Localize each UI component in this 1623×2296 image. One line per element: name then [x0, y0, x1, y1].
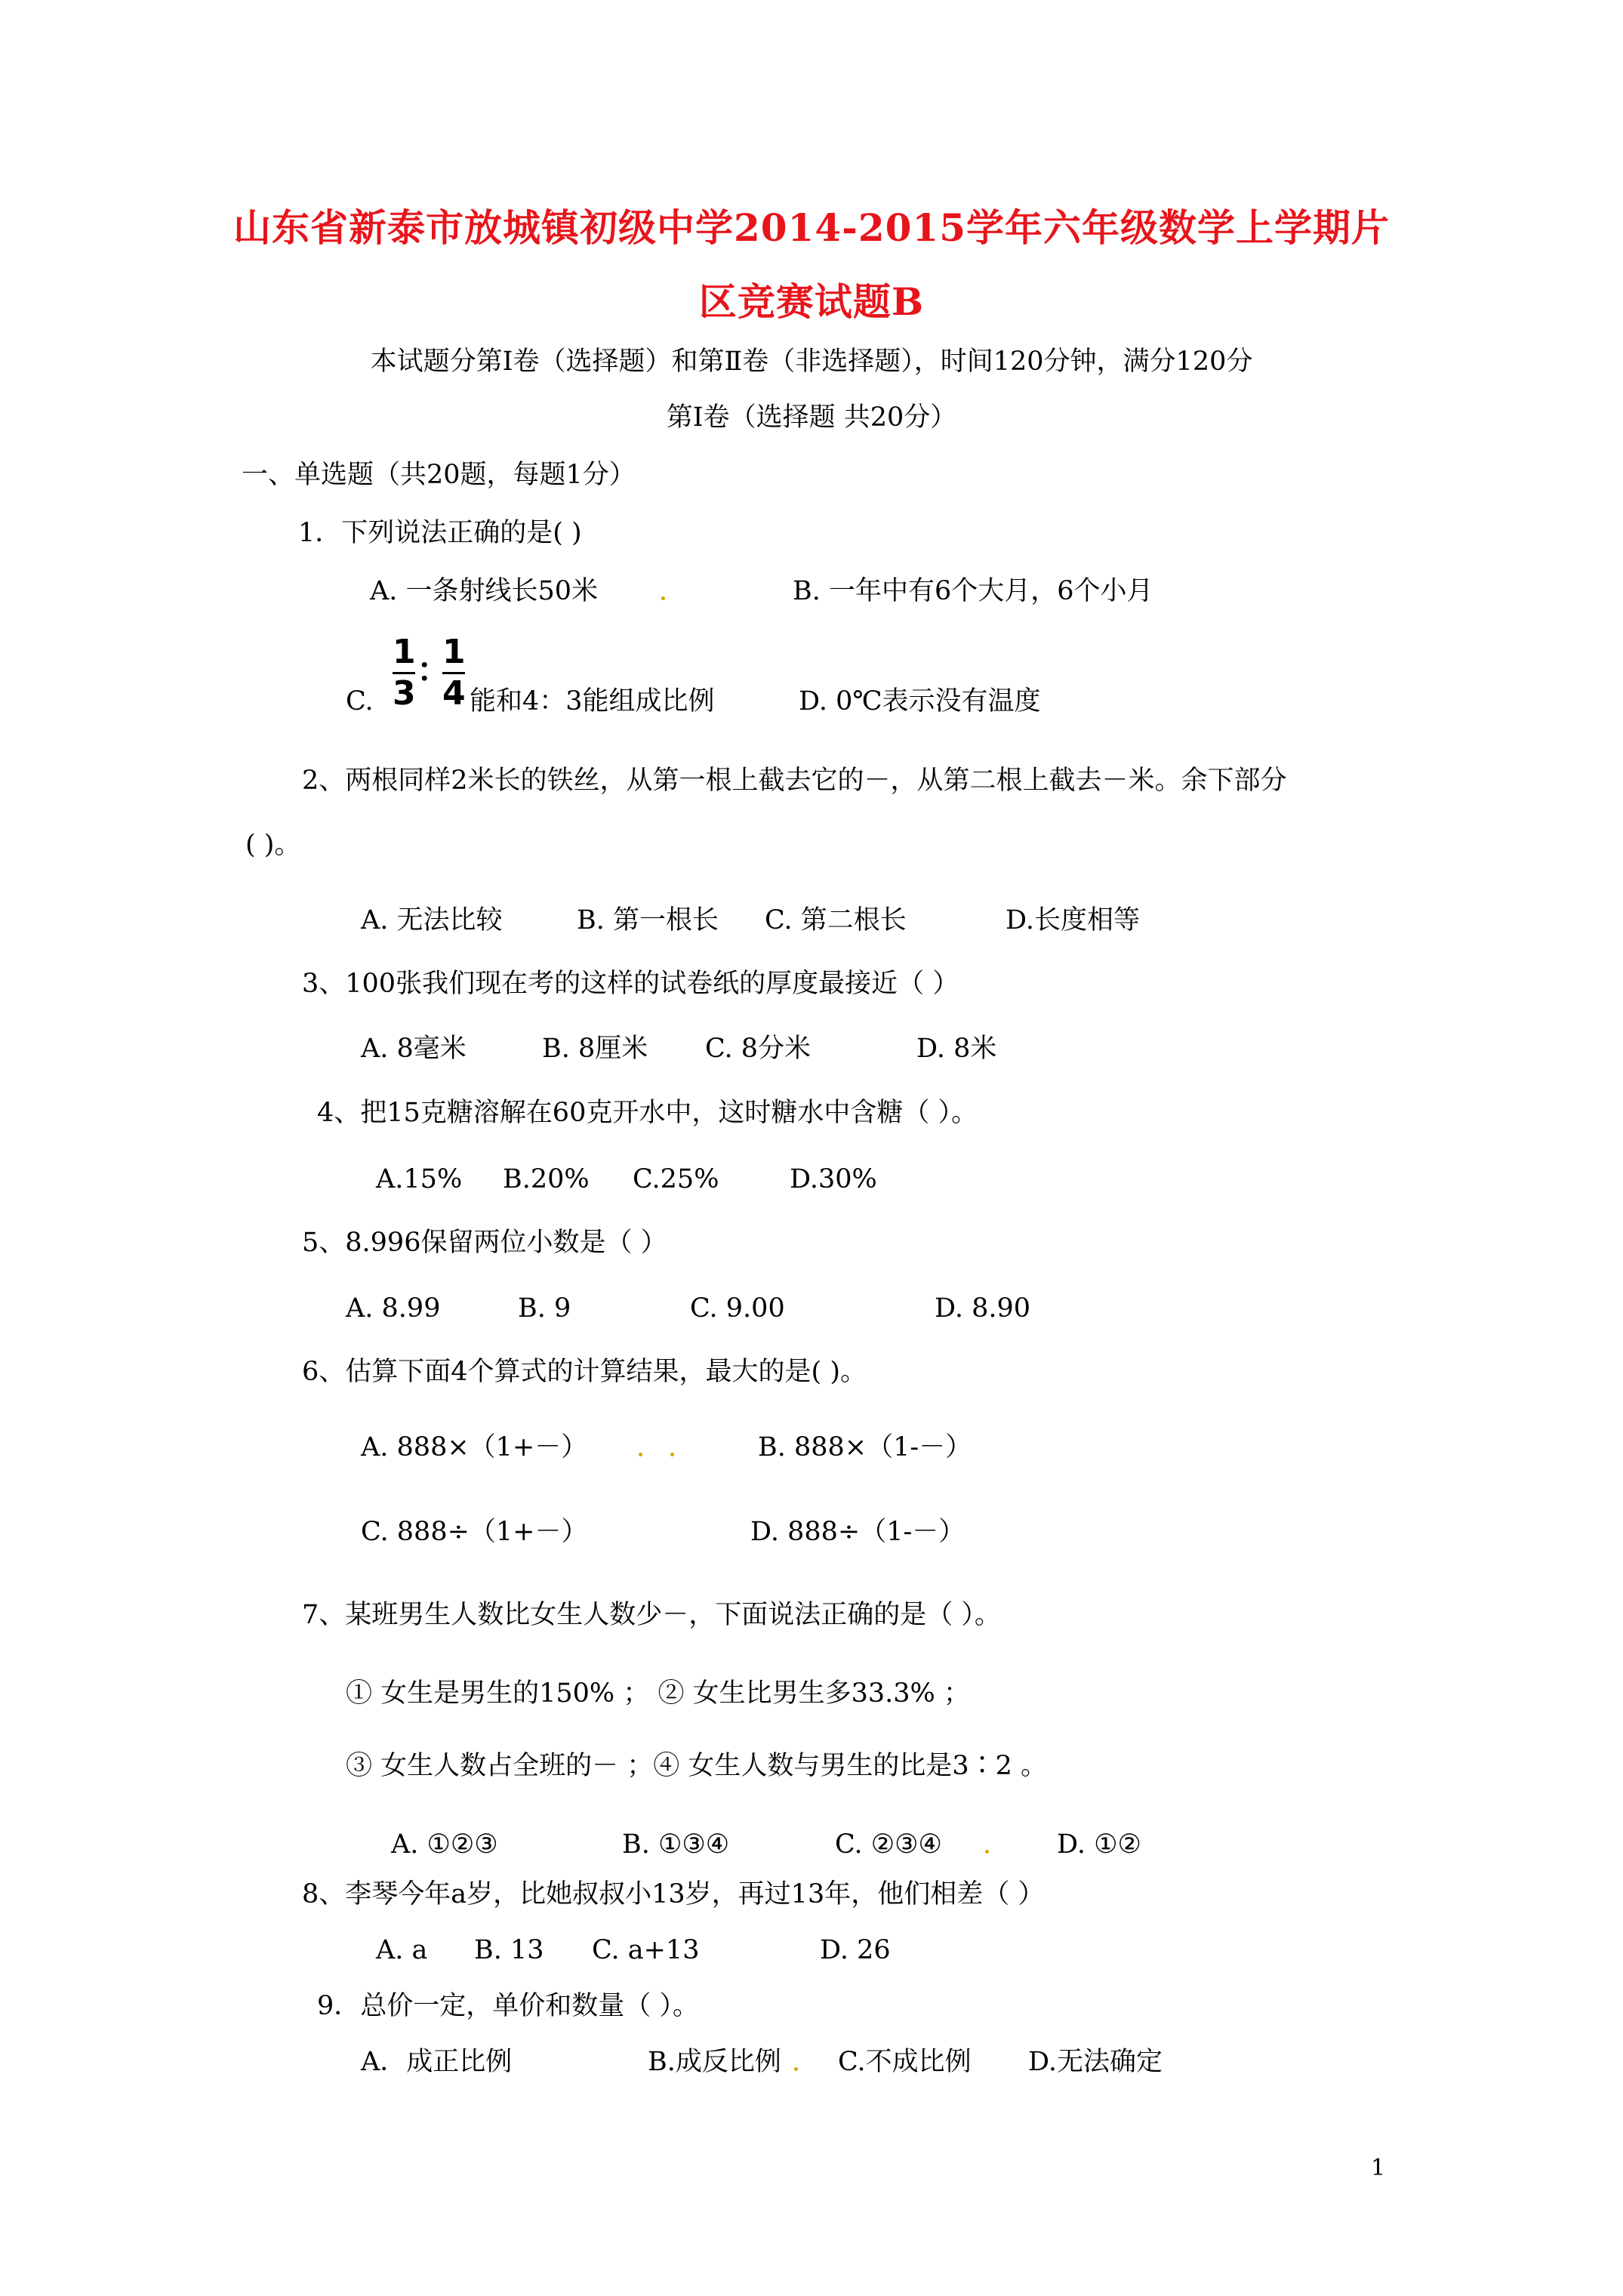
question-4-option-d: D.30% — [790, 1164, 877, 1194]
question-9-option-b: B.成反比例 — [648, 2047, 781, 2077]
question-7-option-c: C. ②③④ — [835, 1829, 942, 1860]
question-2-stem-continued: ( )。 — [245, 830, 301, 860]
question-3-option-b: B. 8厘米 — [542, 1034, 648, 1064]
question-6-option-b: B. 888×（1-－） — [758, 1432, 972, 1462]
fraction-one-quarter — [442, 633, 466, 713]
question-4-option-c: C.25% — [633, 1164, 719, 1194]
question-8-stem: 8、李琴今年a岁，比她叔叔小13岁，再过13年，他们相差（ ） — [302, 1879, 1045, 1909]
question-5-option-a: A. 8.99 — [346, 1293, 441, 1324]
question-1-option-a: A. 一条射线长50米 — [370, 576, 599, 606]
question-8-option-c: C. a+13 — [592, 1935, 700, 1965]
question-2-option-d: D.长度相等 — [1006, 905, 1140, 935]
question-1-option-d: D. 0℃表示没有温度 — [799, 686, 1041, 717]
exam-intro: 本试题分第Ⅰ卷（选择题）和第Ⅱ卷（非选择题），时间120分钟，满分120分 — [370, 347, 1253, 377]
fraction-denominator: 4 — [442, 674, 466, 713]
question-8-option-d: D. 26 — [820, 1935, 891, 1965]
question-7-statement-1-2: ① 女生是男生的150% ； ② 女生比男生多33.3% ； — [346, 1678, 970, 1709]
question-9-option-d: D.无法确定 — [1028, 2047, 1163, 2077]
question-4-option-a: A.15% — [376, 1164, 463, 1194]
stray-dot — [661, 596, 665, 600]
question-8-option-a: A. a — [376, 1935, 428, 1965]
question-1-option-b: B. 一年中有6个大月，6个小月 — [793, 576, 1153, 606]
question-3-stem: 3、100张我们现在考的这样的试卷纸的厚度最接近（ ） — [302, 969, 959, 999]
stray-dot — [985, 1850, 989, 1854]
question-1-stem: 1．下列说法正确的是( ) — [298, 518, 582, 548]
question-6-option-a: A. 888×（1+－） — [361, 1432, 588, 1462]
question-7-statement-3-4: ③ 女生人数占全班的－ ；④ 女生人数与男生的比是3∶2 。 — [346, 1751, 1048, 1781]
stray-dot — [670, 1453, 674, 1456]
question-7-option-d: D. ①② — [1057, 1829, 1141, 1860]
question-3-option-d: D. 8米 — [916, 1034, 997, 1064]
stray-dot — [639, 1453, 642, 1456]
question-8-option-b: B. 13 — [474, 1935, 544, 1965]
part1-heading: 第Ⅰ卷（选择题 共20分） — [666, 402, 957, 433]
question-9-stem: 9．总价一定，单价和数量（ ）。 — [317, 1991, 699, 2021]
question-7-option-b: B. ①③④ — [622, 1829, 730, 1860]
question-6-stem: 6、估算下面4个算式的计算结果，最大的是( )。 — [302, 1357, 867, 1387]
question-2-stem: 2、两根同样2米长的铁丝，从第一根上截去它的－，从第二根上截去－米。余下部分 — [302, 766, 1287, 796]
section-heading: 一、单选题（共20题，每题1分） — [242, 460, 636, 490]
question-4-stem: 4、把15克糖溶解在60克开水中，这时糖水中含糖（ ）。 — [317, 1098, 978, 1128]
question-5-option-d: D. 8.90 — [935, 1293, 1030, 1324]
stray-dot — [794, 2067, 798, 2071]
question-7-stem: 7、某班男生人数比女生人数少－，下面说法正确的是（ ）。 — [302, 1600, 1001, 1630]
question-3-option-a: A. 8毫米 — [361, 1034, 467, 1064]
question-9-option-a: A．成正比例 — [361, 2047, 513, 2077]
question-7-option-a: A. ①②③ — [391, 1829, 498, 1860]
question-4-option-b: B.20% — [503, 1164, 590, 1194]
question-1-option-c-label: C. — [346, 686, 374, 717]
fraction-one-third — [393, 633, 416, 713]
title-line-1: 山东省新泰市放城镇初级中学2014-2015学年六年级数学上学期片 — [233, 205, 1390, 250]
question-2-option-a: A. 无法比较 — [361, 905, 503, 935]
question-6-option-d: D. 888÷（1-－） — [750, 1517, 965, 1547]
question-5-stem: 5、8.996保留两位小数是（ ） — [302, 1228, 667, 1258]
question-3-option-c: C. 8分米 — [705, 1034, 812, 1064]
question-1-option-c-text: 能和4：3能组成比例 — [470, 686, 715, 717]
page-number: 1 — [1371, 2155, 1386, 2181]
fraction-denominator: 3 — [393, 674, 416, 713]
question-2-option-b: B. 第一根长 — [577, 905, 719, 935]
question-9-option-c: C.不成比例 — [838, 2047, 972, 2077]
ratio-colon: ： — [417, 651, 450, 689]
question-5-option-b: B. 9 — [518, 1293, 571, 1324]
fraction-numerator: 1 — [393, 633, 416, 671]
question-5-option-c: C. 9.00 — [690, 1293, 785, 1324]
question-6-option-c: C. 888÷（1+－） — [361, 1517, 588, 1547]
title-line-2: 区竞赛试题B — [698, 279, 925, 324]
question-2-option-c: C. 第二根长 — [765, 905, 907, 935]
fraction-numerator: 1 — [442, 633, 466, 671]
